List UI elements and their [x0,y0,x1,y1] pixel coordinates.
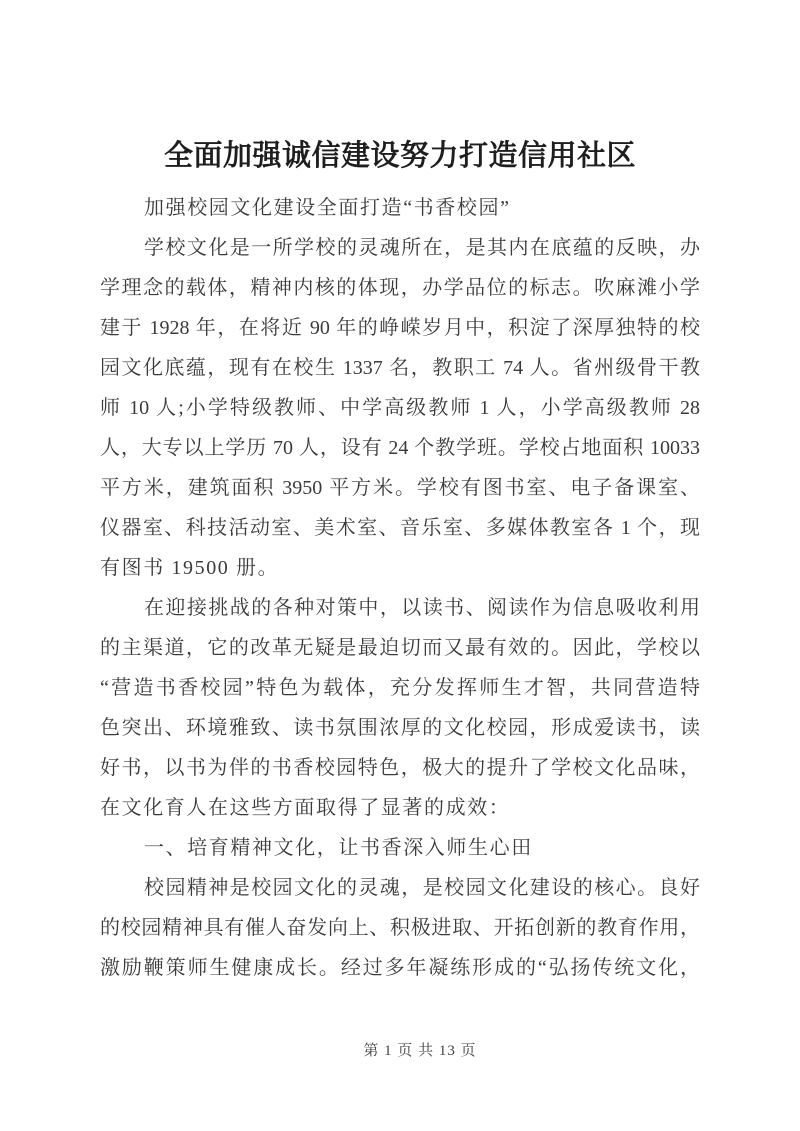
text-line: 好书，以书为伴的书香校园特色，极大的提升了学校文化品味， [100,757,700,779]
document-body [100,188,700,988]
text-line: 一、培育精神文化，让书香深入师生心田 [144,837,533,859]
text-line: 激励鞭策师生健康成长。经过多年凝练形成的“弘扬传统文化， [100,957,700,979]
text-line: 校园精神是校园文化的灵魂，是校园文化建设的核心。良好 [144,877,700,899]
text-line: 的主渠道，它的改革无疑是最迫切而又最有效的。因此，学校以 [100,637,700,659]
text-line: 的校园精神具有催人奋发向上、积极进取、开拓创新的教育作用， [100,917,700,939]
text-line: 仪器室、科技活动室、美术室、音乐室、多媒体教室各 1 个，现 [100,517,700,539]
text-line: 园文化底蕴，现有在校生 1337 名，教职工 74 人。省州级骨干教 [100,357,700,379]
text-line: 在文化育人在这些方面取得了显著的成效： [100,797,511,819]
text-line: 在迎接挑战的各种对策中，以读书、阅读作为信息吸收利用 [144,597,700,619]
text-line: 有图书 19500 册。 [100,557,280,579]
text-line: 学校文化是一所学校的灵魂所在，是其内在底蕴的反映，办 [144,237,700,259]
text-line: 建于 1928 年，在将近 90 年的峥嵘岁月中，积淀了深厚独特的校 [100,317,700,339]
text-line: 色突出、环境雅致、读书氛围浓厚的文化校园，形成爱读书，读 [100,717,700,739]
text-line: 人，大专以上学历 70 人，设有 24 个教学班。学校占地面积 10033 [100,437,700,459]
text-line: 平方米，建筑面积 3950 平方米。学校有图书室、电子备课室、 [100,477,700,499]
text-line: “营造书香校园”特色为载体，充分发挥师生才智，共同营造特 [100,677,700,699]
document-title: 全面加强诚信建设努力打造信用社区 [163,140,636,172]
text-line: 加强校园文化建设全面打造“书香校园” [144,197,511,219]
text-line: 师 10 人;小学特级教师、中学高级教师 1 人，小学高级教师 28 [100,397,700,419]
document-content [100,135,700,988]
text-line: 学理念的载体，精神内核的体现，办学品位的标志。吹麻滩小学 [100,277,700,299]
page-footer: 第 1 页 共 13 页 [363,1043,477,1059]
